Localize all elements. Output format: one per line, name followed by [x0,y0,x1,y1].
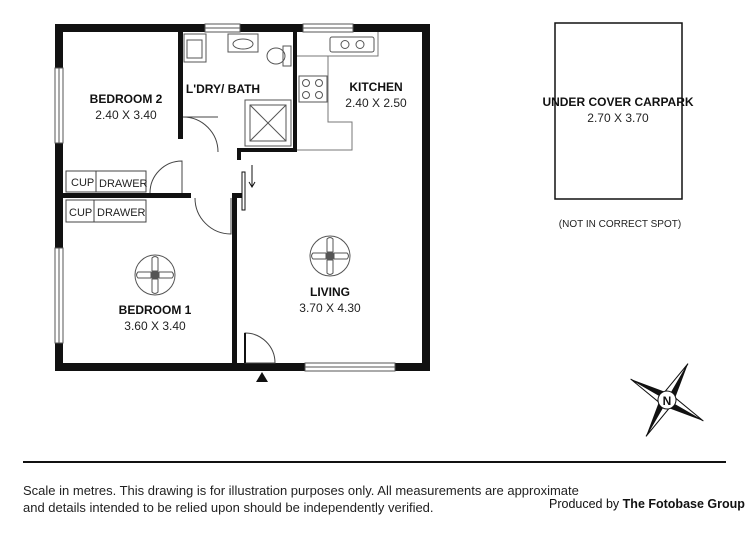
drawer-label-bed2: DRAWER [99,178,148,190]
entry-arrow-icon [256,372,268,382]
credit-prefix: Produced by [549,497,620,511]
hall-arrow-icon [242,165,255,210]
ceiling-fan-icon [310,236,350,276]
compass-north-label: N [662,394,672,408]
ceiling-fan-icon [135,255,175,295]
footer-divider [23,461,726,463]
room-name-laundry-bath: L'DRY/ BATH [185,82,261,96]
drawer-label-bed1: DRAWER [97,207,146,219]
toilet-icon [267,46,291,66]
cupboard-label-bed2: CUP [71,177,95,189]
door-laundry [183,117,218,152]
kitchen-sink-icon [330,37,374,52]
door-bedroom2 [150,161,182,193]
room-name-living: LIVING [309,285,351,299]
room-dims-bedroom1: 3.60 X 3.40 [124,319,186,333]
credit-company: The Fotobase Group [622,497,745,511]
door-bedroom1 [195,198,231,234]
room-dims-bedroom2: 2.40 X 3.40 [95,108,157,122]
room-dims-carpark: 2.70 X 3.70 [587,111,649,125]
room-dims-living: 3.70 X 4.30 [299,301,361,315]
credit-line [549,497,745,511]
room-dims-kitchen: 2.40 X 2.50 [345,96,407,110]
disclaimer-text: Scale in metres. This drawing is for illustration purposes only. All measurements are approximate and details intended to be relied upon should be independently verified. [23,483,579,515]
door-entry [245,333,275,363]
room-name-carpark: UNDER COVER CARPARK [542,95,694,109]
room-name-kitchen: KITCHEN [349,80,403,94]
room-name-bedroom2: BEDROOM 2 [89,92,163,106]
cupboard-label-bed1: CUP [69,207,93,219]
shower-icon [245,100,291,146]
stove-icon [299,76,327,102]
carpark-note: (NOT IN CORRECT SPOT) [558,219,682,230]
room-name-bedroom1: BEDROOM 1 [118,303,192,317]
